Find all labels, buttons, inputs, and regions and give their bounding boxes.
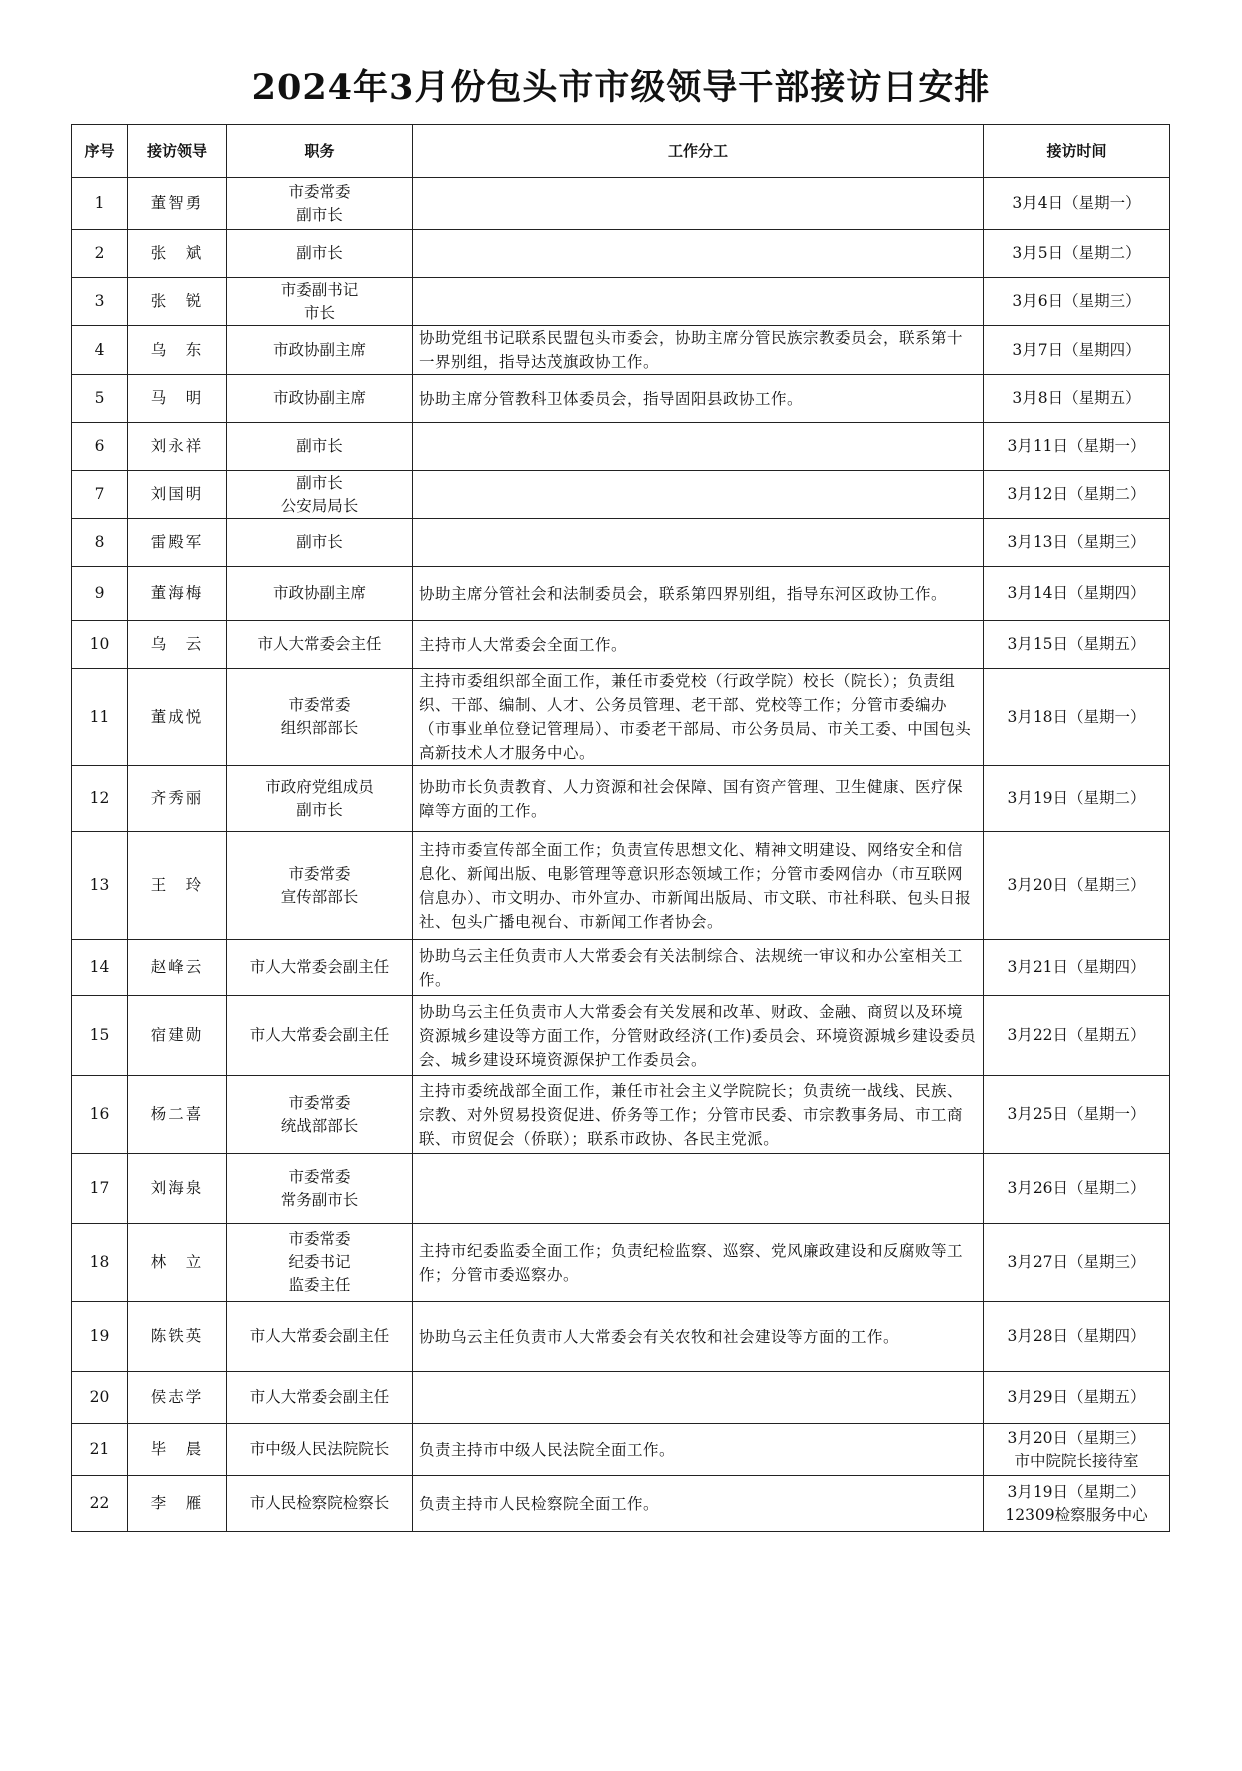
time-line: 3月7日（星期四）: [1012, 340, 1141, 359]
leader-name: 宿建勋: [128, 996, 227, 1076]
row-number: 3: [72, 278, 128, 326]
leader-position: [227, 621, 413, 669]
row-number: 19: [72, 1302, 128, 1372]
duty-description: 主持市委组织部全面工作，兼任市委党校（行政学院）校长（院长）；负责组织、干部、编制、人才、公务员管理、老干部、党校等工作；分管市委编办（市事业单位登记管理局）、市委老干部局、市公务员局、市关工委、中国包头高新技术人才服务中心。: [413, 669, 984, 766]
time-line: 3月4日（星期一）: [1012, 194, 1141, 212]
leader-position: [227, 278, 413, 326]
leader-position: [227, 996, 413, 1076]
reception-time: [984, 278, 1170, 326]
position-line: 市政协副主席: [272, 340, 366, 359]
position-line: 副市长: [296, 533, 343, 551]
table-row: [72, 178, 1170, 230]
leader-name: 马 明: [128, 375, 227, 423]
leader-position: [227, 1302, 413, 1372]
table-header-row: [72, 125, 1170, 178]
leader-name: 王 玲: [128, 832, 227, 940]
duty-description: 协助乌云主任负责市人大常委会有关发展和改革、财政、金融、商贸以及环境资源城乡建设等方面工作，分管财政经济(工作)委员会、环境资源城乡建设委员会、城乡建设环境资源保护工作委员会。: [413, 996, 984, 1076]
table-row: [72, 423, 1170, 471]
leader-name: 杨二喜: [128, 1076, 227, 1154]
leader-name: 董智勇: [128, 178, 227, 230]
position-line: 市委常委: [288, 182, 351, 201]
leader-name: 雷殿军: [128, 519, 227, 567]
row-number: 16: [72, 1076, 128, 1154]
table-row: [72, 326, 1170, 375]
leader-position: [227, 1224, 413, 1302]
time-line: 3月25日（星期一）: [1007, 1105, 1146, 1123]
row-number: 2: [72, 230, 128, 278]
row-number: 4: [72, 326, 128, 375]
duty-description: [413, 1372, 984, 1424]
time-line: 3月20日（星期三）: [1007, 1428, 1146, 1447]
leader-name: 毕 晨: [128, 1424, 227, 1476]
leader-name: 董海梅: [128, 567, 227, 621]
time-line: 3月5日（星期二）: [1012, 244, 1141, 262]
position-line: 副市长: [296, 205, 343, 224]
table-row: [72, 375, 1170, 423]
leader-name: 李 雁: [128, 1476, 227, 1532]
leader-position: [227, 832, 413, 940]
position-line: 宣传部部长: [280, 887, 359, 906]
duty-description: [413, 230, 984, 278]
time-line: 3月20日（星期三）: [1007, 876, 1146, 894]
header-position: 职务: [227, 125, 413, 178]
row-number: 8: [72, 519, 128, 567]
time-line: 3月15日（星期五）: [1007, 635, 1146, 653]
reception-time: [984, 375, 1170, 423]
reception-time: [984, 326, 1170, 375]
position-line: 市人大常委会副主任: [249, 958, 390, 976]
leader-name: 乌 东: [128, 326, 227, 375]
position-line: 市中级人民法院院长: [249, 1440, 390, 1458]
reception-time: [984, 766, 1170, 832]
time-line: 3月19日（星期二）: [1007, 789, 1146, 807]
table-row: [72, 940, 1170, 996]
leader-position: [227, 1476, 413, 1532]
duty-description: 协助主席分管社会和法制委员会，联系第四界别组，指导东河区政协工作。: [413, 567, 984, 621]
duty-description: [413, 1154, 984, 1224]
reception-time: [984, 423, 1170, 471]
table-row: [72, 567, 1170, 621]
leader-position: [227, 1372, 413, 1424]
reception-time: [984, 996, 1170, 1076]
position-line: 市委常委: [288, 864, 351, 883]
position-line: 市政协副主席: [272, 584, 366, 602]
leader-position: [227, 519, 413, 567]
table-row: [72, 1476, 1170, 1532]
leader-position: [227, 178, 413, 230]
reception-time: [984, 1476, 1170, 1532]
reception-time: [984, 1302, 1170, 1372]
row-number: 1: [72, 178, 128, 230]
time-line: 3月28日（星期四）: [1007, 1327, 1146, 1345]
time-line: 3月8日（星期五）: [1012, 389, 1141, 407]
leader-position: [227, 1076, 413, 1154]
reception-time: [984, 1424, 1170, 1476]
duty-description: [413, 278, 984, 326]
leader-position: [227, 567, 413, 621]
row-number: 21: [72, 1424, 128, 1476]
position-line: 副市长: [296, 437, 343, 455]
position-line: 副市长: [296, 473, 343, 492]
duty-description: 主持市纪委监委全面工作；负责纪检监察、巡察、党风廉政建设和反腐败等工作；分管市委巡察办。: [413, 1224, 984, 1302]
reception-time: [984, 519, 1170, 567]
duty-description: 协助主席分管教科卫体委员会，指导固阳县政协工作。: [413, 375, 984, 423]
reception-time: [984, 1372, 1170, 1424]
position-line: 市政协副主席: [272, 389, 366, 407]
leader-position: [227, 471, 413, 519]
position-line: 公安局局长: [280, 496, 359, 515]
time-line: 3月6日（星期三）: [1012, 292, 1141, 310]
leader-name: 董成悦: [128, 669, 227, 766]
reception-time: [984, 1154, 1170, 1224]
table-row: [72, 471, 1170, 519]
leader-name: 张 锐: [128, 278, 227, 326]
table-row: [72, 832, 1170, 940]
reception-time: [984, 669, 1170, 766]
reception-schedule-table: [71, 124, 1170, 1532]
leader-position: [227, 230, 413, 278]
table-row: [72, 766, 1170, 832]
time-line: 3月13日（星期三）: [1007, 533, 1146, 551]
table-row: [72, 1302, 1170, 1372]
reception-time: [984, 1224, 1170, 1302]
table-row: [72, 230, 1170, 278]
row-number: 17: [72, 1154, 128, 1224]
time-line: 3月11日（星期一）: [1007, 437, 1146, 455]
leader-position: [227, 1154, 413, 1224]
leader-position: [227, 1424, 413, 1476]
row-number: 14: [72, 940, 128, 996]
position-line: 纪委书记: [288, 1253, 351, 1271]
row-number: 7: [72, 471, 128, 519]
reception-time: [984, 940, 1170, 996]
duty-description: [413, 471, 984, 519]
row-number: 11: [72, 669, 128, 766]
duty-description: 协助市长负责教育、人力资源和社会保障、国有资产管理、卫生健康、医疗保障等方面的工作。: [413, 766, 984, 832]
leader-name: 林 立: [128, 1224, 227, 1302]
table-row: [72, 996, 1170, 1076]
position-line: 副市长: [296, 800, 343, 819]
leader-name: 刘永祥: [128, 423, 227, 471]
table-row: [72, 621, 1170, 669]
leader-name: 齐秀丽: [128, 766, 227, 832]
time-line: 3月14日（星期四）: [1007, 584, 1146, 602]
position-line: 市人大常委会副主任: [249, 1388, 390, 1406]
position-line: 市人民检察院检察长: [249, 1494, 390, 1512]
row-number: 10: [72, 621, 128, 669]
reception-time: [984, 178, 1170, 230]
time-line: 3月22日（星期五）: [1007, 1026, 1146, 1044]
leader-position: [227, 669, 413, 766]
row-number: 18: [72, 1224, 128, 1302]
duty-description: 协助乌云主任负责市人大常委会有关法制综合、法规统一审议和办公室相关工作。: [413, 940, 984, 996]
duty-description: 协助党组书记联系民盟包头市委会，协助主席分管民族宗教委员会，联系第十一界别组，指导达茂旗政协工作。: [413, 326, 984, 375]
reception-time: [984, 230, 1170, 278]
header-no: 序号: [72, 125, 128, 178]
leader-name: 张 斌: [128, 230, 227, 278]
leader-name: 赵峰云: [128, 940, 227, 996]
time-line: 3月27日（星期三）: [1007, 1253, 1146, 1271]
duty-description: 主持市人大常委会全面工作。: [413, 621, 984, 669]
position-line: 市委副书记: [280, 280, 359, 299]
leader-name: 侯志学: [128, 1372, 227, 1424]
time-line: 3月18日（星期一）: [1007, 707, 1146, 726]
time-line: 12309检察服务中心: [1005, 1505, 1148, 1524]
page-title: 2024年3月份包头市市级领导干部接访日安排: [251, 67, 991, 108]
row-number: 5: [72, 375, 128, 423]
duty-description: 负责主持市人民检察院全面工作。: [413, 1476, 984, 1532]
table-row: [72, 1076, 1170, 1154]
header-time: 接访时间: [984, 125, 1170, 178]
leader-position: [227, 423, 413, 471]
row-number: 13: [72, 832, 128, 940]
time-line: 3月26日（星期二）: [1007, 1179, 1146, 1197]
table-row: [72, 1372, 1170, 1424]
leader-name: 陈铁英: [128, 1302, 227, 1372]
position-line: 组织部部长: [280, 719, 359, 737]
position-line: 市人大常委会副主任: [249, 1327, 390, 1345]
duty-description: 主持市委宣传部全面工作；负责宣传思想文化、精神文明建设、网络安全和信息化、新闻出版、电影管理等意识形态领域工作；分管市委网信办（市互联网信息办）、市文明办、市外宣办、市新闻出版局、市文联、市社科联、包头日报社、包头广播电视台、市新闻工作者协会。: [413, 832, 984, 940]
time-line: 3月21日（星期四）: [1007, 958, 1146, 976]
table-row: [72, 519, 1170, 567]
position-line: 市政府党组成员: [265, 777, 374, 796]
header-duty: 工作分工: [413, 125, 984, 178]
table-row: [72, 1424, 1170, 1476]
row-number: 15: [72, 996, 128, 1076]
table-row: [72, 278, 1170, 326]
leader-name: 乌 云: [128, 621, 227, 669]
leader-position: [227, 375, 413, 423]
time-line: 3月19日（星期二）: [1007, 1482, 1146, 1501]
position-line: 市委常委: [288, 1167, 351, 1186]
position-line: 副市长: [296, 244, 343, 262]
position-line: 市委常委: [288, 1093, 351, 1112]
reception-time: [984, 1076, 1170, 1154]
reception-time: [984, 832, 1170, 940]
leader-name: 刘海泉: [128, 1154, 227, 1224]
position-line: 常务副市长: [280, 1190, 359, 1209]
time-line: 3月12日（星期二）: [1007, 485, 1146, 503]
duty-description: [413, 178, 984, 230]
row-number: 6: [72, 423, 128, 471]
duty-description: 协助乌云主任负责市人大常委会有关农牧和社会建设等方面的工作。: [413, 1302, 984, 1372]
reception-time: [984, 471, 1170, 519]
leader-position: [227, 940, 413, 996]
table-row: [72, 1154, 1170, 1224]
time-line: 3月29日（星期五）: [1007, 1388, 1146, 1406]
duty-description: 负责主持市中级人民法院全面工作。: [413, 1424, 984, 1476]
header-name: 接访领导: [128, 125, 227, 178]
duty-description: [413, 423, 984, 471]
position-line: 市人大常委会主任: [257, 635, 382, 653]
time-line: 市中院院长接待室: [1014, 1451, 1139, 1470]
position-line: 统战部部长: [280, 1116, 359, 1135]
row-number: 20: [72, 1372, 128, 1424]
leader-position: [227, 326, 413, 375]
duty-description: [413, 519, 984, 567]
row-number: 22: [72, 1476, 128, 1532]
position-line: 市长: [303, 303, 335, 322]
leader-position: [227, 766, 413, 832]
table-row: [72, 669, 1170, 766]
duty-description: 主持市委统战部全面工作，兼任市社会主义学院院长；负责统一战线、民族、宗教、对外贸易投资促进、侨务等工作；分管市民委、市宗教事务局、市工商联、市贸促会（侨联）；联系市政协、各民主党派。: [413, 1076, 984, 1154]
position-line: 市委常委: [288, 696, 351, 714]
position-line: 监委主任: [288, 1276, 351, 1294]
leader-name: 刘国明: [128, 471, 227, 519]
position-line: 市人大常委会副主任: [249, 1026, 390, 1044]
row-number: 9: [72, 567, 128, 621]
reception-time: [984, 567, 1170, 621]
table-row: [72, 1224, 1170, 1302]
position-line: 市委常委: [288, 1230, 351, 1248]
reception-time: [984, 621, 1170, 669]
row-number: 12: [72, 766, 128, 832]
